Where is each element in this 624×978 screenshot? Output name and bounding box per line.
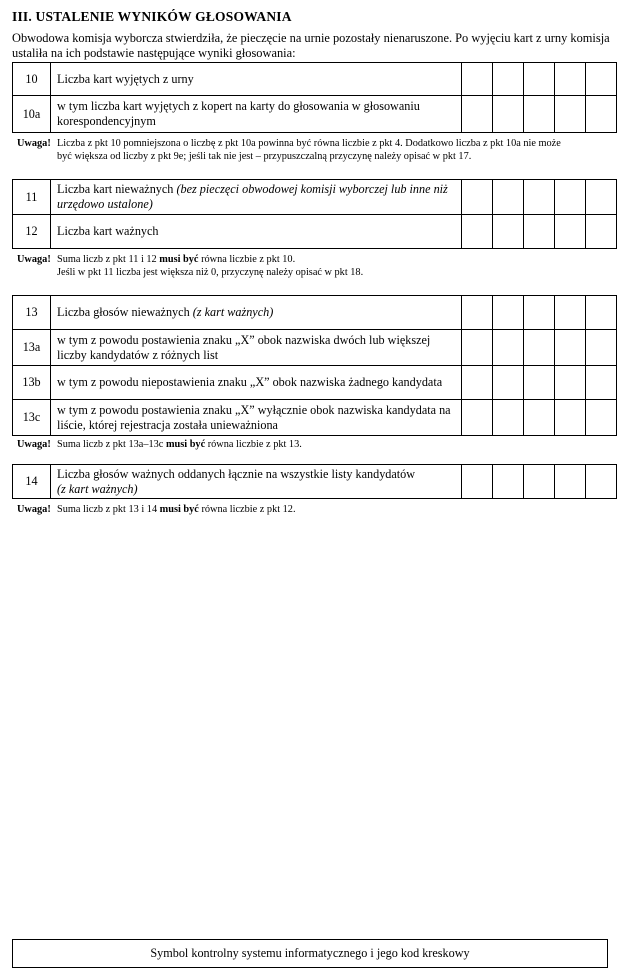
digit-box[interactable] xyxy=(524,96,555,133)
digit-box[interactable] xyxy=(493,400,524,436)
digit-box[interactable] xyxy=(493,296,524,330)
note-group-1 xyxy=(17,137,561,163)
digit-box[interactable] xyxy=(462,180,493,215)
row-number: 10a xyxy=(13,96,51,133)
digit-box[interactable] xyxy=(493,465,524,499)
note-label: Uwaga! xyxy=(17,254,51,265)
digit-box[interactable] xyxy=(524,296,555,330)
note-label: Uwaga! xyxy=(17,138,51,149)
digit-box[interactable] xyxy=(524,330,555,366)
digit-box[interactable] xyxy=(586,96,617,133)
control-symbol-label: Symbol kontrolny systemu informatycznego i jego kod kreskowy xyxy=(150,946,470,960)
note-group-4 xyxy=(17,503,296,516)
row-text: Liczba głosów nieważnych xyxy=(57,305,190,319)
digit-box[interactable] xyxy=(493,63,524,96)
row-description xyxy=(51,296,462,330)
row-number: 13 xyxy=(13,296,51,330)
row-description: w tym z powodu niepostawienia znaku „X” obok nazwiska żadnego kandydata xyxy=(51,366,462,400)
note-text xyxy=(57,438,302,451)
row-description: Liczba kart ważnych xyxy=(51,215,462,249)
row-text-italic: (z kart ważnych) xyxy=(57,481,138,496)
digit-box[interactable] xyxy=(462,63,493,96)
table-row-10a xyxy=(13,96,617,133)
note-text-bold: musi być xyxy=(159,254,199,265)
row-number: 13b xyxy=(13,366,51,400)
note-text-post: równa liczbie z pkt 10. xyxy=(198,254,296,265)
note-text xyxy=(57,253,295,266)
row-text-italic: (bez pieczęci obwodowej komisji wyborczej lub inne niż urzędowo ustalone) xyxy=(57,182,448,211)
digit-box[interactable] xyxy=(524,63,555,96)
section-intro: Obwodowa komisja wyborcza stwierdziła, że pieczęcie na urnie pozostały nienaruszone. Po wyjęciu kart z urny komisja ustaliła na ich podstawie następujące wyniki głosowania: xyxy=(12,31,610,60)
digit-box[interactable] xyxy=(462,465,493,499)
digit-box[interactable] xyxy=(524,180,555,215)
note-text-pre: Suma liczb z pkt 13 i 14 xyxy=(57,504,160,515)
row-description: w tym z powodu postawienia znaku „X” obok nazwiska dwóch lub większej liczby kandydatów z różnych list xyxy=(51,330,462,366)
digit-box[interactable] xyxy=(555,366,586,400)
digit-box[interactable] xyxy=(462,215,493,249)
note-text-post: równa liczbie z pkt 13. xyxy=(205,439,302,450)
results-table-group-3 xyxy=(12,295,617,436)
note-text-continued: być większa od liczby z pkt 9e; jeśli tak nie jest – przypuszczalną przyczynę należy opisać w pkt 17. xyxy=(57,151,472,162)
results-table-group-4 xyxy=(12,464,617,499)
note-text xyxy=(57,503,296,516)
digit-box[interactable] xyxy=(586,400,617,436)
digit-box[interactable] xyxy=(462,330,493,366)
note-text-bold: musi być xyxy=(159,504,199,515)
digit-box[interactable] xyxy=(586,465,617,499)
row-number: 14 xyxy=(13,465,51,499)
row-number: 13a xyxy=(13,330,51,366)
note-text-bold: musi być xyxy=(165,439,206,450)
digit-box[interactable] xyxy=(586,63,617,96)
digit-box[interactable] xyxy=(555,215,586,249)
digit-box[interactable] xyxy=(524,400,555,436)
table-row-13 xyxy=(13,296,617,330)
table-row-13a xyxy=(13,330,617,366)
digit-box[interactable] xyxy=(493,96,524,133)
digit-box[interactable] xyxy=(586,215,617,249)
table-row-12 xyxy=(13,215,617,249)
row-number: 13c xyxy=(13,400,51,436)
row-number: 10 xyxy=(13,63,51,96)
digit-box[interactable] xyxy=(586,296,617,330)
note-text-pre: Suma liczb z pkt 11 i 12 xyxy=(57,254,160,265)
row-number: 11 xyxy=(13,180,51,215)
digit-box[interactable] xyxy=(555,63,586,96)
note-group-2 xyxy=(17,253,363,279)
digit-box[interactable] xyxy=(493,366,524,400)
digit-box[interactable] xyxy=(524,215,555,249)
results-table-group-2 xyxy=(12,179,617,249)
digit-box[interactable] xyxy=(493,180,524,215)
digit-box[interactable] xyxy=(586,366,617,400)
row-text: Liczba głosów ważnych oddanych łącznie na wszystkie listy kandydatów xyxy=(57,466,416,481)
note-text-post: równa liczbie z pkt 12. xyxy=(198,504,296,515)
digit-box[interactable] xyxy=(524,465,555,499)
row-description xyxy=(51,180,462,215)
digit-box[interactable] xyxy=(555,296,586,330)
digit-box[interactable] xyxy=(462,96,493,133)
note-text-continued: Jeśli w pkt 11 liczba jest większa niż 0, przyczynę należy opisać w pkt 18. xyxy=(57,267,364,278)
digit-box[interactable] xyxy=(462,296,493,330)
row-description: Liczba kart wyjętych z urny xyxy=(51,63,462,96)
digit-box[interactable] xyxy=(555,465,586,499)
digit-box[interactable] xyxy=(462,366,493,400)
note-label: Uwaga! xyxy=(17,504,51,515)
section-title: III. USTALENIE WYNIKÓW GŁOSOWANIA xyxy=(12,9,292,24)
control-symbol-box xyxy=(12,939,608,968)
digit-box[interactable] xyxy=(524,366,555,400)
note-label: Uwaga! xyxy=(17,439,51,450)
row-description: w tym z powodu postawienia znaku „X” wyłącznie obok nazwiska kandydata na liście, której rejestracja została unieważniona xyxy=(51,400,462,436)
row-text: Liczba kart nieważnych xyxy=(57,182,174,196)
table-row-13b xyxy=(13,366,617,400)
digit-box[interactable] xyxy=(462,400,493,436)
table-row-14 xyxy=(13,465,617,499)
results-table-group-1 xyxy=(12,62,617,133)
table-row-10 xyxy=(13,63,617,96)
digit-box[interactable] xyxy=(493,330,524,366)
digit-box[interactable] xyxy=(555,330,586,366)
row-description: w tym liczba kart wyjętych z kopert na karty do głosowania w głosowaniu korespondencyjnym xyxy=(51,96,462,133)
note-text: Liczba z pkt 10 pomniejszona o liczbę z pkt 10a powinna być równa liczbie z pkt 4. Dodatkowo liczba z pkt 10a nie może xyxy=(57,138,561,149)
digit-box[interactable] xyxy=(586,330,617,366)
note-text-pre: Suma liczb z pkt 13a–13c xyxy=(57,439,166,450)
digit-box[interactable] xyxy=(493,215,524,249)
note-group-3 xyxy=(17,438,302,451)
row-number: 12 xyxy=(13,215,51,249)
row-text-italic: (z kart ważnych) xyxy=(192,305,274,319)
digit-box[interactable] xyxy=(586,180,617,215)
row-description xyxy=(51,465,462,499)
digit-box[interactable] xyxy=(555,400,586,436)
table-row-11 xyxy=(13,180,617,215)
digit-box[interactable] xyxy=(555,180,586,215)
table-row-13c xyxy=(13,400,617,436)
digit-box[interactable] xyxy=(555,96,586,133)
